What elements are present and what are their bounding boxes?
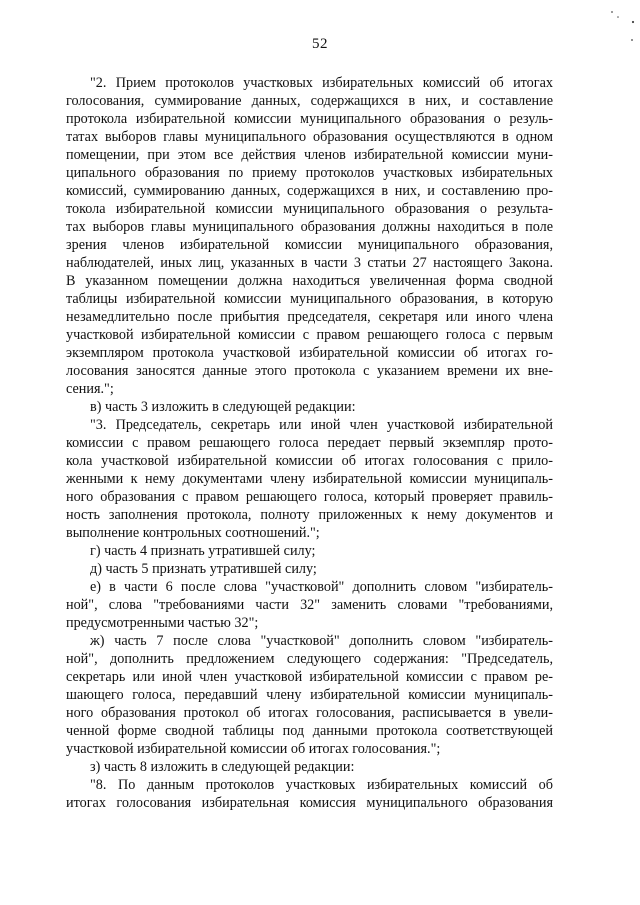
body-line: тах выборов главы муниципального образования должны находиться в поле: [66, 219, 553, 235]
body-line: ной", дополнить предложением следующего содержания: "Председатель,: [66, 651, 553, 667]
body-line: "8. По данным протоколов участковых избирательных комиссий об: [90, 777, 553, 793]
body-line: кола участковой избирательной комиссии об итогах голосования с прило-: [66, 453, 553, 469]
body-line: д) часть 5 признать утратившей силу;: [90, 561, 317, 577]
body-line: "3. Председатель, секретарь или иной член участковой избирательной: [90, 417, 553, 433]
body-line: участковой избирательной комиссии об итогах голосования.";: [66, 741, 441, 757]
body-line: лосования заносятся данные этого протокола с указанием времени их вне-: [66, 363, 553, 379]
body-line: е) в части 6 после слова "участковой" дополнить словом "избиратель-: [90, 579, 553, 595]
body-line: ципального образования по приему протоколов участковых избирательных: [66, 165, 553, 181]
body-line: экземпляром протокола участковой избирательной комиссии об итогах го-: [66, 345, 553, 361]
body-line: токола избирательной комиссии муниципального образования о результа-: [66, 201, 553, 217]
body-line: ж) часть 7 после слова "участковой" дополнить словом "избиратель-: [90, 633, 553, 649]
body-line: предусмотренными частью 32";: [66, 615, 259, 631]
body-line: помещении, при этом все действия членов избирательной комиссии муни-: [66, 147, 553, 163]
body-line: протокола избирательной комиссии муниципального образования о резуль-: [66, 111, 553, 127]
body-line: ной", слова "требованиями части 32" заменить словами "требованиями,: [66, 597, 553, 613]
body-line: комиссии с правом решающего голоса передает первый экземпляр прото-: [66, 435, 553, 451]
body-line: татах выборов главы муниципального образования осуществляются в одном: [66, 129, 553, 145]
body-line: голосования, суммирование данных, содержащихся в них, и составление: [66, 93, 553, 109]
body-line: в) часть 3 изложить в следующей редакции:: [90, 399, 356, 415]
page-number: 52: [312, 36, 328, 52]
body-line: В указанном помещении должна находиться увеличенная форма сводной: [66, 273, 553, 289]
body-line: сения.";: [66, 381, 114, 397]
body-line: выполнение контрольных соотношений.";: [66, 525, 320, 541]
body-line: ность заполнения протокола, полноту приложенных к нему документов и: [66, 507, 553, 523]
body-line: ченной форме сводной таблицы под данными протокола соответствующей: [66, 723, 553, 739]
body-line: з) часть 8 изложить в следующей редакции:: [90, 759, 355, 775]
body-line: зрения членов избирательной комиссии муниципального образования,: [66, 237, 553, 253]
body-line: ного образования с правом решающего голоса, который проверяет правиль-: [66, 489, 553, 505]
body-line: комиссий, суммированию данных, содержащихся в них, и составлению про-: [66, 183, 553, 199]
body-line: незамедлительно после прибытия председателя, секретаря или иного члена: [66, 309, 553, 325]
body-line: женными к нему документами члену избирательной комиссии муниципаль-: [66, 471, 553, 487]
scan-speck-marks: [606, 8, 636, 48]
body-line: "2. Прием протоколов участковых избирательных комиссий об итогах: [90, 75, 553, 91]
body-line: итогах голосования избирательная комиссия муниципального образования: [66, 795, 553, 811]
body-line: шающего голоса, передавший члену избирательной комиссии муниципаль-: [66, 687, 553, 703]
body-line: таблицы избирательной комиссии муниципального образования, в которую: [66, 291, 553, 307]
body-line: участковой избирательной комиссии с правом решающего голоса с первым: [66, 327, 553, 343]
body-line: ного образования протокол об итогах голосования, расписывается в увели-: [66, 705, 553, 721]
body-line: секретарь или иной член участковой избирательной комиссии с правом ре-: [66, 669, 553, 685]
body-line: наблюдателей, иных лиц, указанных в части 3 статьи 27 настоящего Закона.: [66, 255, 553, 271]
body-line: г) часть 4 признать утратившей силу;: [90, 543, 316, 559]
